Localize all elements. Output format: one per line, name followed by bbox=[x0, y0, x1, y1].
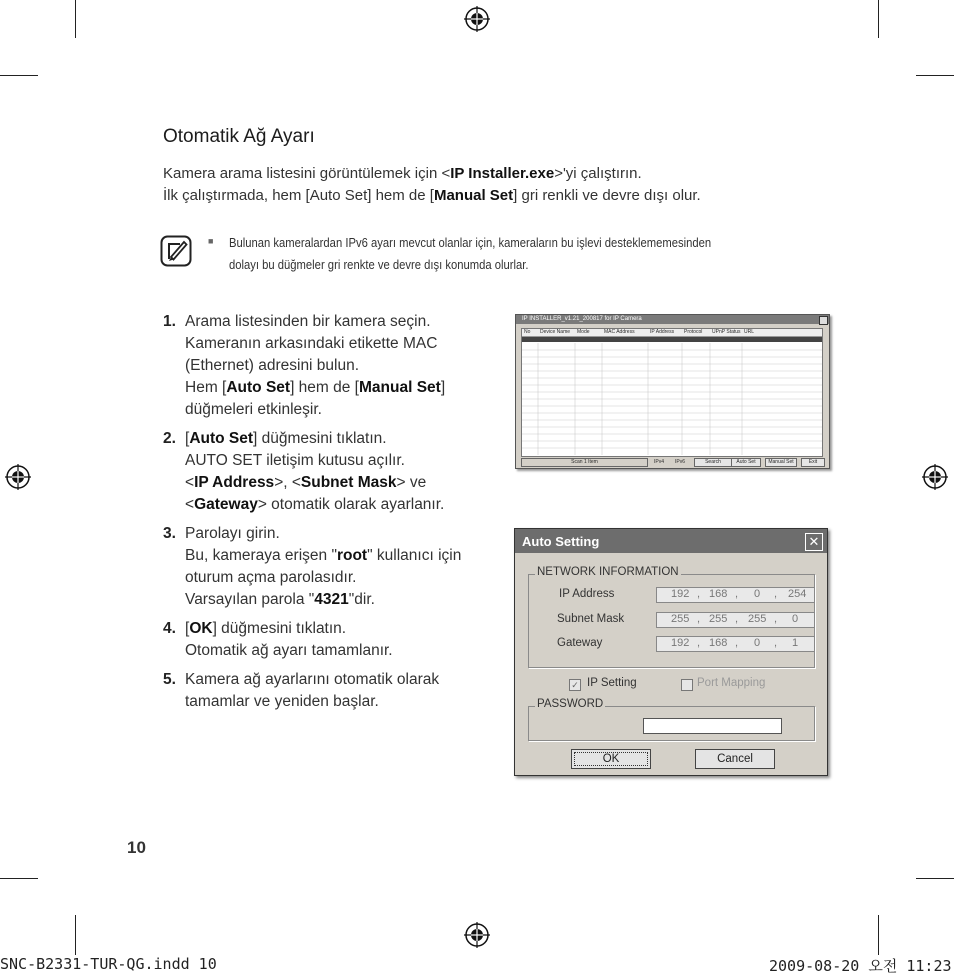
scan-status: Scan 1 Item bbox=[521, 458, 648, 467]
subnet-mask-label: Subnet Mask bbox=[557, 613, 625, 625]
list-gridlines bbox=[522, 343, 822, 455]
crop-mark bbox=[75, 0, 76, 38]
cancel-button[interactable]: Cancel bbox=[695, 749, 775, 769]
page-title: Otomatik Ağ Ayarı bbox=[163, 126, 315, 147]
crop-mark bbox=[878, 0, 879, 38]
crop-mark bbox=[0, 878, 38, 879]
group-label: PASSWORD bbox=[537, 698, 604, 710]
footer-filename: SNC-B2331-TUR-QG.indd 10 bbox=[0, 955, 217, 973]
group-label: NETWORK INFORMATION bbox=[537, 566, 679, 578]
dialog-title: Auto Setting bbox=[522, 534, 600, 549]
step-number: 5. bbox=[163, 671, 176, 688]
note-bullet: ■ bbox=[208, 236, 214, 246]
registration-mark-icon bbox=[464, 6, 490, 32]
registration-mark-icon bbox=[5, 464, 31, 490]
step-number: 4. bbox=[163, 620, 176, 637]
window-title: IP INSTALLER_v1.21_200817 for IP Camera bbox=[516, 315, 829, 324]
registration-mark-icon bbox=[464, 922, 490, 948]
note-line-2: dolayı bu düğmeler gri renkte ve devre dışı konumda olurlar. bbox=[229, 258, 529, 272]
device-list[interactable] bbox=[521, 328, 823, 457]
step-number: 1. bbox=[163, 313, 176, 330]
footer-timestamp: 2009-08-20 오전 11:23 bbox=[769, 957, 952, 975]
radio-ipv4[interactable]: IPv4 bbox=[654, 459, 665, 465]
auto-set-button[interactable]: Auto Set bbox=[731, 458, 761, 467]
exit-button[interactable]: Exit bbox=[801, 458, 825, 467]
crop-mark bbox=[916, 75, 954, 76]
dialog-titlebar bbox=[515, 529, 827, 553]
ip-setting-label: IP Setting bbox=[587, 677, 637, 689]
crop-mark bbox=[0, 75, 38, 76]
port-mapping-checkbox[interactable] bbox=[681, 679, 693, 691]
network-information-group bbox=[528, 566, 815, 668]
subnet-mask-field[interactable]: 255 , 255 , 255 , 0 bbox=[656, 612, 815, 628]
ok-button[interactable]: OK bbox=[571, 749, 651, 769]
close-icon[interactable] bbox=[819, 316, 828, 325]
list-header: No Device Name Mode MAC Address IP Address Protocol UPnP Status URL bbox=[522, 329, 822, 337]
ip-address-label: IP Address bbox=[559, 588, 615, 600]
intro-line-2: İlk çalıştırmada, hem [Auto Set] hem de [Manual Set] gri renkli ve devre dışı olur. bbox=[163, 187, 701, 204]
note-line-1: Bulunan kameralardan IPv6 ayarı mevcut olanlar için, kameraların bu işlevi desteklememesinden bbox=[229, 236, 712, 250]
note-pen-icon bbox=[160, 235, 192, 267]
auto-setting-dialog bbox=[514, 528, 828, 776]
step-number: 2. bbox=[163, 430, 176, 447]
close-icon[interactable]: ✕ bbox=[805, 533, 823, 551]
gateway-field[interactable]: 192 , 168 , 0 , 1 bbox=[656, 636, 815, 652]
gateway-label: Gateway bbox=[557, 637, 603, 649]
password-input[interactable] bbox=[643, 718, 782, 734]
manual-set-button[interactable]: Manual Set bbox=[765, 458, 797, 467]
port-mapping-label: Port Mapping bbox=[697, 677, 766, 689]
ip-installer-window bbox=[515, 314, 830, 469]
crop-mark bbox=[916, 878, 954, 879]
selected-row[interactable] bbox=[522, 337, 822, 342]
intro-line-1: Kamera arama listesini görüntülemek için <IP Installer.exe>'yi çalıştırın. bbox=[163, 165, 642, 182]
ip-setting-checkbox[interactable]: ✓ bbox=[569, 679, 581, 691]
search-button[interactable]: Search bbox=[694, 458, 732, 467]
page-number: 10 bbox=[127, 838, 146, 857]
radio-ipv6[interactable]: IPv6 bbox=[675, 459, 686, 465]
registration-mark-icon bbox=[922, 464, 948, 490]
ip-address-field[interactable]: 192 , 168 , 0 , 254 bbox=[656, 587, 815, 603]
step-number: 3. bbox=[163, 525, 176, 542]
crop-mark bbox=[878, 915, 879, 955]
crop-mark bbox=[75, 915, 76, 955]
installer-bottom-bar bbox=[521, 458, 823, 466]
